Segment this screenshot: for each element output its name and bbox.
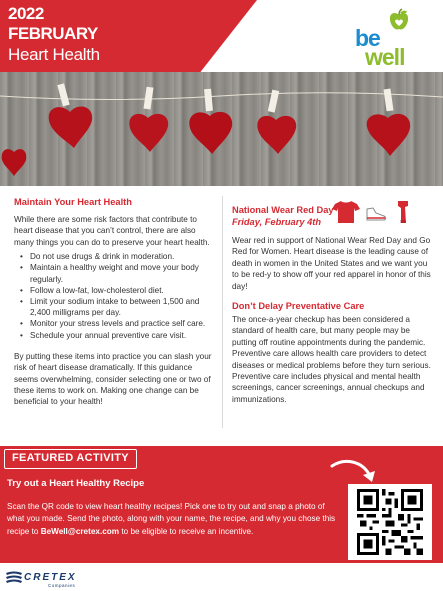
- heart-5: [367, 89, 410, 156]
- red-shirt-icon: [332, 200, 360, 224]
- header-year: 2022: [8, 4, 44, 23]
- wear-red-date: Friday, February 4th: [232, 217, 322, 227]
- wear-red-heading: National Wear Red Day: [232, 205, 334, 215]
- logo-well-text: well: [365, 44, 405, 70]
- list-item: • Monitor your stress levels and practice self care.: [26, 318, 214, 329]
- list-item: • Follow a low-fat, low-cholesterol diet.: [26, 285, 214, 296]
- sneaker-icon: [365, 206, 387, 222]
- column-divider: [222, 196, 223, 428]
- header-title: Heart Health: [8, 45, 100, 64]
- preventative-care-heading: Don’t Delay Preventative Care: [232, 301, 365, 312]
- apple-icon: [388, 8, 410, 32]
- heart-4: [257, 90, 296, 154]
- heart-health-tips-list: [26, 251, 214, 341]
- featured-activity-tab: FEATURED ACTIVITY: [4, 449, 137, 469]
- heart-3: [189, 89, 232, 154]
- maintain-closing-paragraph: By putting these items into practice you can slash your risk of heart disease dramatically. If this guidance seems overwhelming, consider selecting one or two of these items to work on. Making one change can be beneficial to your health!: [14, 351, 212, 407]
- bewell-logo: [355, 8, 435, 68]
- heart-2: [129, 87, 168, 152]
- logo-be-text: be: [355, 25, 380, 51]
- maintain-intro-paragraph: While there are some risk factors that contribute to heart disease that you can’t control, there are also many things you can do to preserve your heart health.: [14, 215, 210, 247]
- wear-red-section: [232, 196, 432, 405]
- cretex-logo-subtext: Companies: [48, 583, 76, 588]
- maintain-heart-health-heading: Maintain Your Heart Health: [14, 197, 132, 207]
- qr-code[interactable]: [348, 484, 432, 560]
- heart-1: [49, 83, 92, 148]
- header-month: FEBRUARY: [8, 24, 98, 43]
- wear-red-paragraph: Wear red in support of National Wear Red Day and Go Red for Women. Heart disease is the leading cause of death in women in the United States and we want you to be red-y to show off your red apparel in honor of this day!: [232, 236, 431, 291]
- list-item: • Do not use drugs & drink in moderation.: [26, 251, 214, 262]
- featured-activity-body: [7, 501, 337, 538]
- featured-body-start: Scan the QR code to view heart healthy recipes! Pick one to try out and snap a photo of what you made. Send the photo, along with your name, the recipe, and why you chose this recipe to: [7, 502, 336, 536]
- heart-health-section: [14, 196, 214, 408]
- red-scarf-icon: [395, 200, 411, 224]
- list-item: • Schedule your annual preventive care visit.: [26, 330, 214, 341]
- qr-code-icon: [356, 489, 424, 555]
- preventative-care-paragraph: The once-a-year checkup has been considered a standard of health care, but many people may be putting off routine appointments during the pandemic. Preventive care allows health care providers to detect diseases or medical problems before they turn serious. Preventive care includes physical and mental health screenings, cancer screenings, annual checkups and immunizations.: [232, 315, 431, 404]
- featured-activity-title: Try out a Heart Healthy Recipe: [7, 478, 145, 489]
- heart-6: [2, 149, 27, 176]
- bewell-email-link[interactable]: BeWell@cretex.com: [40, 526, 120, 536]
- hearts-photo-banner: [0, 72, 443, 186]
- cretex-logo-icon: [4, 570, 24, 584]
- cretex-logo-text: CRETEX: [24, 572, 77, 583]
- featured-body-end: to be eligible to receive an incentive.: [119, 526, 254, 536]
- header: [0, 0, 443, 72]
- list-item: • Limit your sodium intake to between 1,500 and 2,400 milligrams per day.: [26, 296, 214, 318]
- list-item: • Maintain a healthy weight and move your body regularly.: [26, 262, 214, 284]
